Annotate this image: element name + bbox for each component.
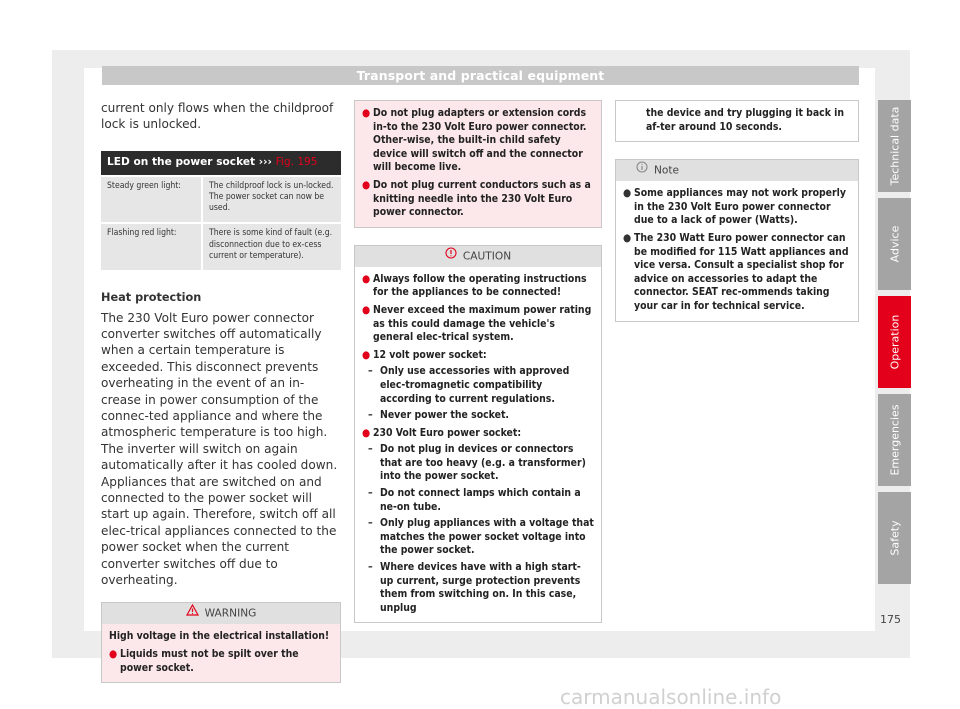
caution-title: CAUTION <box>462 250 512 263</box>
bullet-icon: ● <box>362 348 371 361</box>
tab-advice[interactable] <box>878 198 911 290</box>
warning-bullet-text: Do not plug current conductors such as a knitting needle into the 230 Volt Euro power connector. <box>373 178 591 219</box>
warning-continued-box <box>354 100 602 228</box>
tab-operation[interactable] <box>878 296 911 388</box>
warning-body <box>102 624 340 682</box>
warning-continued-body <box>355 101 601 227</box>
watermark: carmanualsonline.info <box>560 685 782 709</box>
caution-bullet <box>362 427 594 441</box>
caution-continued-body <box>616 101 858 141</box>
tab-technical-data[interactable] <box>878 100 911 192</box>
note-title: Note <box>654 164 680 177</box>
warning-box <box>101 602 341 683</box>
dash-icon: – <box>368 487 373 500</box>
tab-label: Advice <box>888 225 901 263</box>
warning-bullet <box>362 179 594 220</box>
caution-bullet <box>362 304 594 345</box>
led-table-header <box>101 151 341 176</box>
dash-icon: – <box>368 409 373 422</box>
bullet-icon: ● <box>362 303 371 316</box>
bullet-icon: ● <box>623 187 632 200</box>
led-table <box>101 151 341 270</box>
figure-reference[interactable]: Fig. 195 <box>275 156 318 169</box>
note-bullet-text: Some appliances may not work properly in the 230 Volt Euro power connector due to a lack of power (Watts). <box>634 187 846 227</box>
note-bullet <box>623 187 851 228</box>
note-box <box>615 159 859 321</box>
caution-sub-item <box>368 443 594 484</box>
caution-sub-text: Do not connect lamps which contain a ne-on tube. <box>380 487 581 513</box>
note-bullet <box>623 232 851 314</box>
arrows-icon: ››› <box>258 156 272 169</box>
caution-sub-item <box>368 487 594 514</box>
caution-bullet <box>362 349 594 363</box>
caution-continued-text: the device and try plugging it back in af-ter around 10 seconds. <box>646 107 845 133</box>
tab-label: Operation <box>888 314 901 370</box>
page-number: 175 <box>880 613 901 626</box>
bullet-icon: ● <box>109 648 118 661</box>
table-row <box>101 176 341 224</box>
caution-bullet-text: Always follow the operating instructions for the appliances to be connected! <box>373 272 587 299</box>
column-2 <box>354 100 602 623</box>
bullet-icon: ● <box>362 107 371 119</box>
tab-label: Emergencies <box>888 404 901 476</box>
note-body <box>616 181 858 320</box>
table-cell-desc: The childproof lock is un-locked. The power socket can now be used. <box>202 176 341 224</box>
tab-label: Safety <box>888 520 901 556</box>
table-cell-label: Steady green light: <box>101 176 202 224</box>
column-3 <box>615 100 859 322</box>
led-table-title: LED on the power socket <box>107 156 256 169</box>
caution-sub-item <box>368 517 594 558</box>
warning-title: WARNING <box>204 607 257 620</box>
warning-bullet <box>109 648 333 675</box>
intro-text: current only flows when the childproof lock is unlocked. <box>101 101 334 132</box>
caution-sub-text: Never power the socket. <box>380 409 509 422</box>
warning-bullet-text: Do not plug adapters or extension cords in-to the 230 Volt Euro power connector. Other-wise, the built-in child safety device will switch off and the connector will become live. <box>373 107 587 174</box>
warning-title-bar <box>102 603 340 624</box>
caution-box <box>354 245 602 624</box>
caution-sub-text: Only plug appliances with a voltage that matches the power socket voltage into the power socket. <box>380 517 594 557</box>
bullet-icon: ● <box>362 426 371 439</box>
caution-continued-box <box>615 100 859 142</box>
bullet-icon: ● <box>362 272 371 285</box>
caution-sub-text: Only use accessories with approved elec-tromagnetic compatibility according to current regulations. <box>380 365 570 405</box>
caution-sub-text: Do not plug in devices or connectors that are too heavy (e.g. a transformer) into the power socket. <box>380 443 586 483</box>
heat-protection-text: The 230 Volt Euro power connector converter switches off automatically when a certain temperature is exceeded. This disconnect prevents overheating in the event of an in-crease in power consumption of the connec-ted appliance and where the atmospheric temperature is too high. The inverter will switch on again automatically after it has cooled down. Appliances that are switched on and connected to the power socket will start up again. Therefore, switch off all elec-trical appliances connected to the power socket when the current converter switches off due to overheating. <box>101 310 338 588</box>
caution-sub-item <box>368 409 594 423</box>
warning-triangle-icon <box>186 603 199 624</box>
caution-body <box>355 267 601 623</box>
dash-icon: – <box>368 443 373 456</box>
caution-sub-item <box>368 365 594 406</box>
column-1 <box>101 100 341 683</box>
tab-label: Technical data <box>888 106 901 186</box>
warning-bullet-text: Liquids must not be spilt over the power socket. <box>120 648 299 674</box>
note-title-bar <box>616 160 858 181</box>
table-row <box>101 223 341 270</box>
caution-bullet-text: Never exceed the maximum power rating as this could damage the vehicle's general elec-trical system. <box>373 303 592 344</box>
tab-emergencies[interactable] <box>878 394 911 486</box>
caution-sub-item <box>368 561 594 615</box>
caution-sub-text: Where devices have with a high start-up current, surge protection prevents them from switching on. In this case, unplug <box>380 561 581 614</box>
caution-title-bar <box>355 246 601 267</box>
dash-icon: – <box>368 365 373 378</box>
info-icon <box>636 160 648 181</box>
warning-lead: High voltage in the electrical installation! <box>109 630 330 643</box>
note-bullet-text: The 230 Watt Euro power connector can be modified for 115 Watt appliances and vice versa. Consult a specialist shop for advice on accessories to adapt the connector. SEAT rec-ommends taking your car in for technical service. <box>634 231 849 312</box>
caution-bullet-text: 230 Volt Euro power socket: <box>373 426 522 439</box>
table-cell-label: Flashing red light: <box>101 223 202 270</box>
table-cell-desc: There is some kind of fault (e.g. disconnection due to ex-cess current or temperature). <box>202 223 341 270</box>
dash-icon: – <box>368 561 373 574</box>
dash-icon: – <box>368 517 373 530</box>
bullet-icon: ● <box>623 231 632 244</box>
heat-protection-heading: Heat protection <box>101 291 202 305</box>
page-header: Transport and practical equipment <box>102 66 859 85</box>
caution-bullet <box>362 273 594 300</box>
bullet-icon: ● <box>362 178 371 191</box>
caution-bullet-text: 12 volt power socket: <box>373 348 487 361</box>
warning-bullet <box>362 107 594 175</box>
info-circle-icon <box>445 246 457 267</box>
tab-safety[interactable] <box>878 492 911 584</box>
